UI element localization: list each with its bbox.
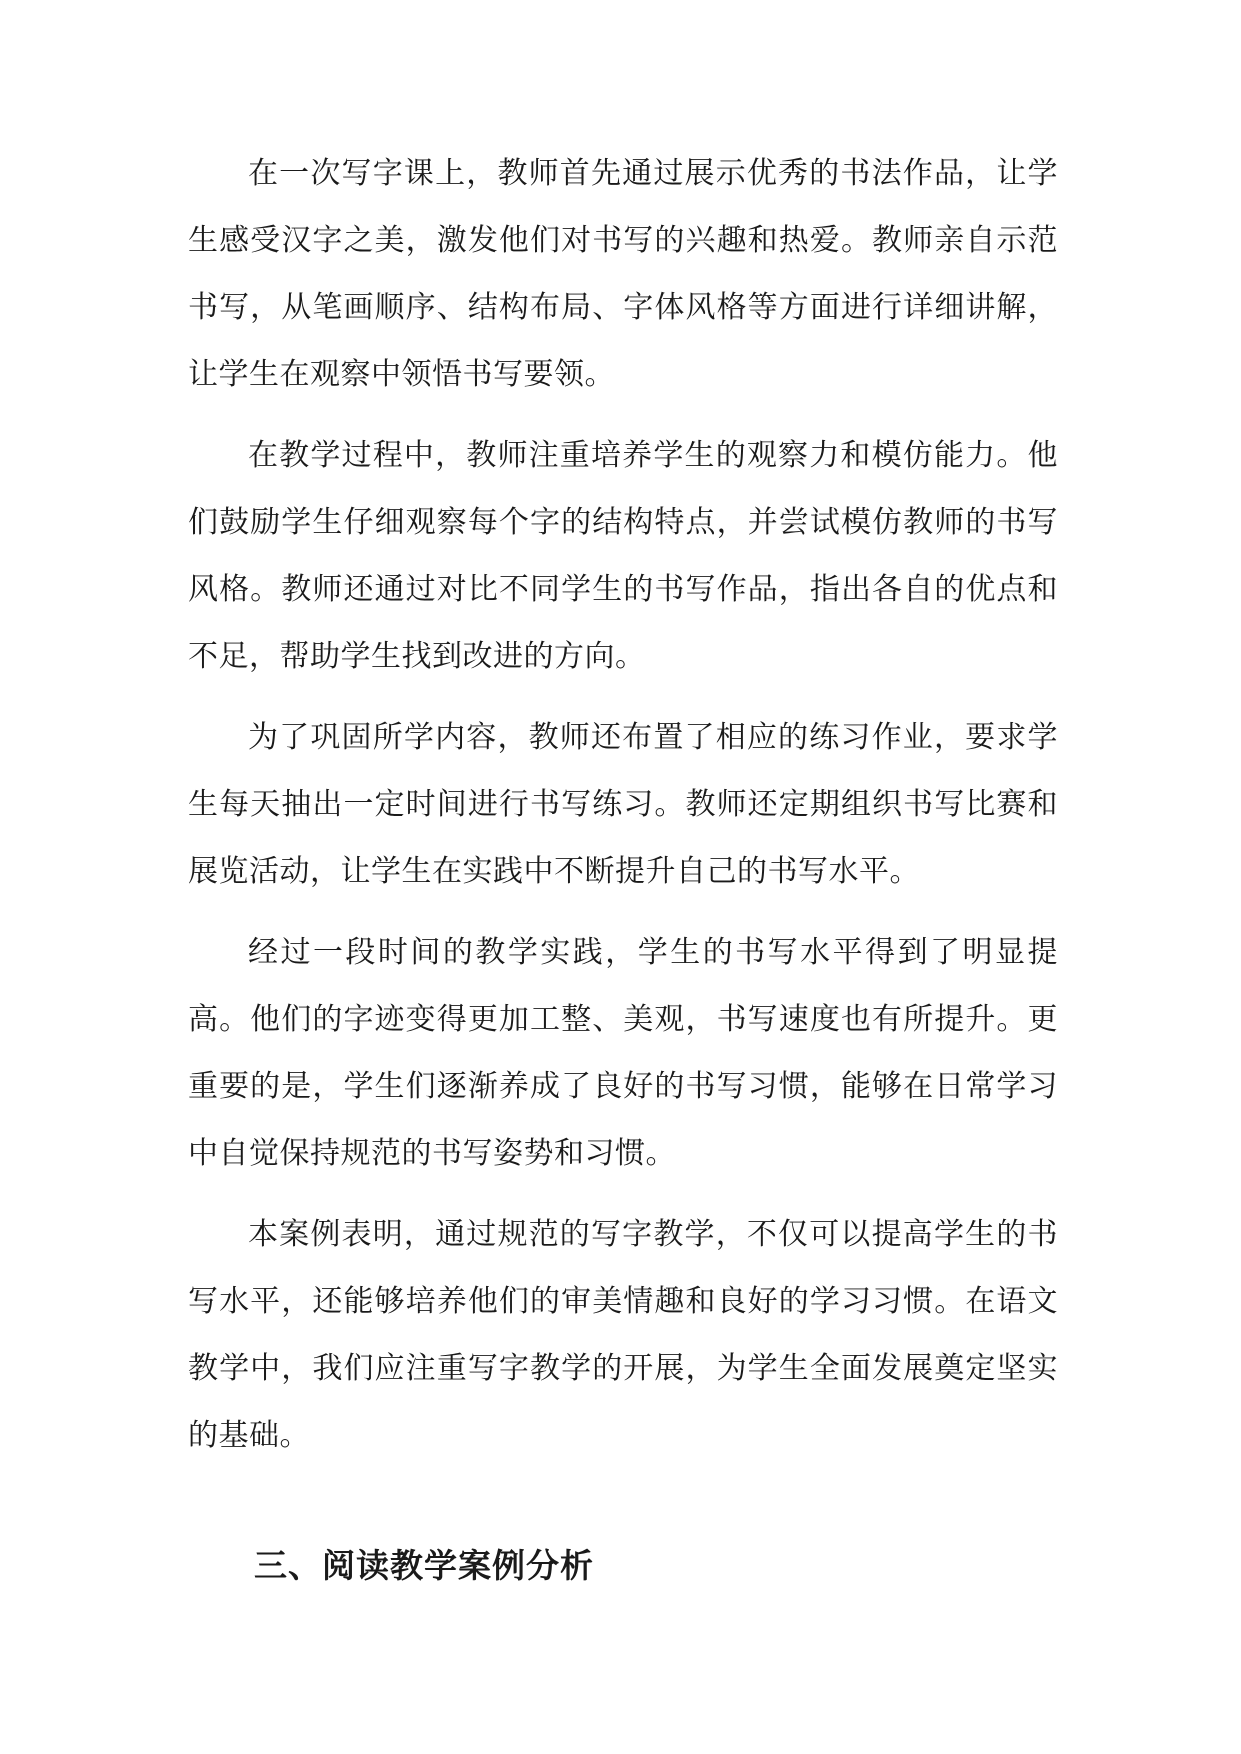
section-heading: 三、阅读教学案例分析 [254, 1546, 594, 1585]
paragraph-5: 本案例表明，通过规范的写字教学，不仅可以提高学生的书写水平，还能够培养他们的审美情趣和良好的学习习惯。在语文教学中，我们应注重写字教学的开展，为学生全面发展奠定坚实的基础。 [188, 1217, 1058, 1453]
paragraph-3: 为了巩固所学内容，教师还布置了相应的练习作业，要求学生每天抽出一定时间进行书写练习。教师还定期组织书写比赛和展览活动，让学生在实践中不断提升自己的书写水平。 [188, 720, 1058, 889]
document-body [188, 140, 1058, 1483]
paragraph-4: 经过一段时间的教学实践，学生的书写水平得到了明显提高。他们的字迹变得更加工整、美观，书写速度也有所提升。更重要的是，学生们逐渐养成了良好的书写习惯，能够在日常学习中自觉保持规范的书写姿势和习惯。 [188, 935, 1058, 1171]
paragraph-2: 在教学过程中，教师注重培养学生的观察力和模仿能力。他们鼓励学生仔细观察每个字的结构特点，并尝试模仿教师的书写风格。教师还通过对比不同学生的书写作品，指出各自的优点和不足，帮助学生找到改进的方向。 [188, 438, 1058, 674]
paragraph-1: 在一次写字课上，教师首先通过展示优秀的书法作品，让学生感受汉字之美，激发他们对书写的兴趣和热爱。教师亲自示范书写，从笔画顺序、结构布局、字体风格等方面进行详细讲解，让学生在观察中领悟书写要领。 [188, 156, 1058, 392]
